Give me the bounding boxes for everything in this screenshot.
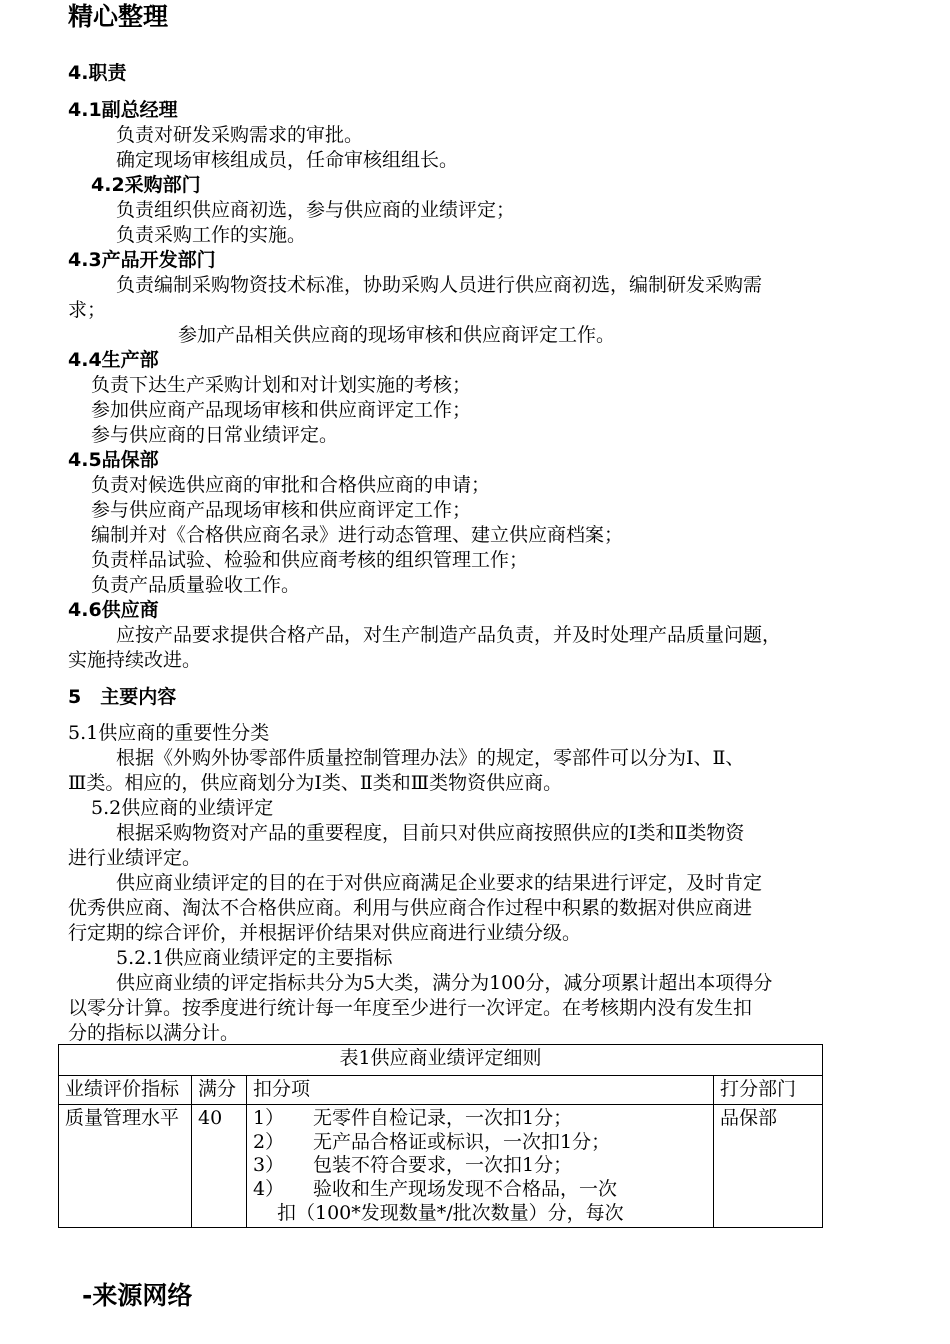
header-deduction-label: 扣分项 [253, 1078, 311, 1100]
heading-5-2-1: 5.2.1供应商业绩评定的主要指标 [116, 947, 393, 969]
header-dept: 打分部门 [714, 1076, 823, 1105]
text-4-3-para1-line1: 负责编制采购物资技术标准，协助采购人员进行供应商初选，编制研发采购需 [116, 274, 763, 296]
text-5-2-p1-line2: 进行业绩评定。 [68, 847, 202, 869]
text-5-2-1-line1: 供应商业绩的评定指标共分为5大类，满分为100分，减分项累计超出本项得分 [116, 972, 773, 994]
text-4-5-line-4: 负责样品试验、检验和供应商考核的组织管理工作； [91, 549, 529, 571]
deduction-item-text: 包装不符合要求，一次扣1分； [313, 1154, 573, 1177]
row-indicator: 质量管理水平 [59, 1104, 192, 1227]
text-4-5-line-2: 参与供应商产品现场审核和供应商评定工作； [91, 499, 472, 521]
heading-4-5: 4.5品保部 [68, 449, 159, 471]
text-4-6-line-2: 实施持续改进。 [68, 649, 202, 671]
deduction-item [253, 1131, 707, 1155]
text-4-5-line-1: 负责对候选供应商的审批和合格供应商的申请； [91, 474, 491, 496]
text-4-4-line-1: 负责下达生产采购计划和对计划实施的考核； [91, 374, 472, 396]
heading-4-6: 4.6供应商 [68, 599, 159, 621]
heading-4-4: 4.4生产部 [68, 349, 159, 371]
section-5-title: 5 主要内容 [68, 686, 177, 708]
heading-5-2: 5.2供应商的业绩评定 [91, 797, 274, 819]
text-5-1-line-1: 根据《外购外协零部件质量控制管理办法》的规定，零部件可以分为Ⅰ、Ⅱ、 [116, 747, 745, 769]
text-4-5-line-5: 负责产品质量验收工作。 [91, 574, 301, 596]
header-indicator: 业绩评价指标 [59, 1076, 192, 1105]
table-header-row [59, 1076, 823, 1105]
deduction-item-continuation: 扣（100*发现数量*/批次数量）分，每次 [277, 1201, 624, 1224]
text-4-1-line-2: 确定现场审核组成员，任命审核组组长。 [116, 149, 459, 171]
text-4-5-line-3: 编制并对《合格供应商名录》进行动态管理、建立供应商档案； [91, 524, 624, 546]
header-deduction [247, 1076, 714, 1105]
text-4-4-line-2: 参加供应商产品现场审核和供应商评定工作； [91, 399, 472, 421]
deduction-item-number: 4） [253, 1178, 285, 1200]
text-4-3-para2: 参加产品相关供应商的现场审核和供应商评定工作。 [178, 324, 616, 346]
text-5-1-line-2: Ⅲ类。相应的，供应商划分为Ⅰ类、Ⅱ类和Ⅲ类物资供应商。 [68, 772, 563, 794]
deduction-item-text: 无零件自检记录，一次扣1分； [313, 1106, 573, 1129]
deduction-item-number: 1） [253, 1106, 285, 1129]
deduction-item-text: 无产品合格证或标识，一次扣1分； [313, 1130, 611, 1153]
text-5-2-p2-line1: 供应商业绩评定的目的在于对供应商满足企业要求的结果进行评定，及时肯定 [116, 872, 763, 894]
text-5-2-p2-line2: 优秀供应商、淘汰不合格供应商。利用与供应商合作过程中积累的数据对供应商进 [68, 897, 753, 919]
table-caption: 表1供应商业绩评定细则 [59, 1045, 823, 1076]
text-4-2-line-1: 负责组织供应商初选，参与供应商的业绩评定； [116, 199, 516, 221]
table-row [59, 1104, 823, 1227]
row-full-score: 40 [192, 1104, 247, 1227]
text-5-2-p2-line3: 行定期的综合评价，并根据评价结果对供应商进行业绩分级。 [68, 922, 582, 944]
deduction-item [253, 1107, 707, 1131]
text-4-1-line-1: 负责对研发采购需求的审批。 [116, 124, 364, 146]
page-header: 精心整理 [68, 2, 169, 31]
text-4-3-para1-line2: 求； [68, 299, 107, 321]
heading-4-1: 4.1副总经理 [68, 99, 178, 121]
deduction-item [253, 1178, 707, 1202]
text-4-4-line-3: 参与供应商的日常业绩评定。 [91, 424, 339, 446]
text-4-6-line-1: 应按产品要求提供合格产品，对生产制造产品负责，并及时处理产品质量问题， [116, 624, 782, 646]
text-5-2-p1-line1: 根据采购物资对产品的重要程度，目前只对供应商按照供应的Ⅰ类和Ⅱ类物资 [116, 822, 745, 844]
heading-4-3: 4.3产品开发部门 [68, 249, 216, 271]
header-full-score: 满分 [192, 1076, 247, 1105]
row-dept: 品保部 [714, 1104, 823, 1227]
section-4-title: 4.职责 [68, 62, 127, 84]
row-deductions [247, 1104, 714, 1227]
deduction-item-text: 验收和生产现场发现不合格品，一次 [313, 1178, 618, 1200]
text-4-2-line-2: 负责采购工作的实施。 [116, 224, 307, 246]
text-5-2-1-line2: 以零分计算。按季度进行统计每一年度至少进行一次评定。在考核期内没有发生扣 [68, 997, 753, 1019]
supplier-score-table [58, 1044, 823, 1228]
heading-4-2: 4.2采购部门 [91, 174, 201, 196]
text-5-2-1-line3: 分的指标以满分计。 [68, 1022, 240, 1044]
deduction-item-number: 3） [253, 1154, 285, 1177]
deduction-item-number: 2） [253, 1130, 285, 1153]
deduction-item [253, 1154, 707, 1178]
heading-5-1: 5.1供应商的重要性分类 [68, 722, 270, 744]
page-footer: -来源网络 [82, 1281, 193, 1310]
